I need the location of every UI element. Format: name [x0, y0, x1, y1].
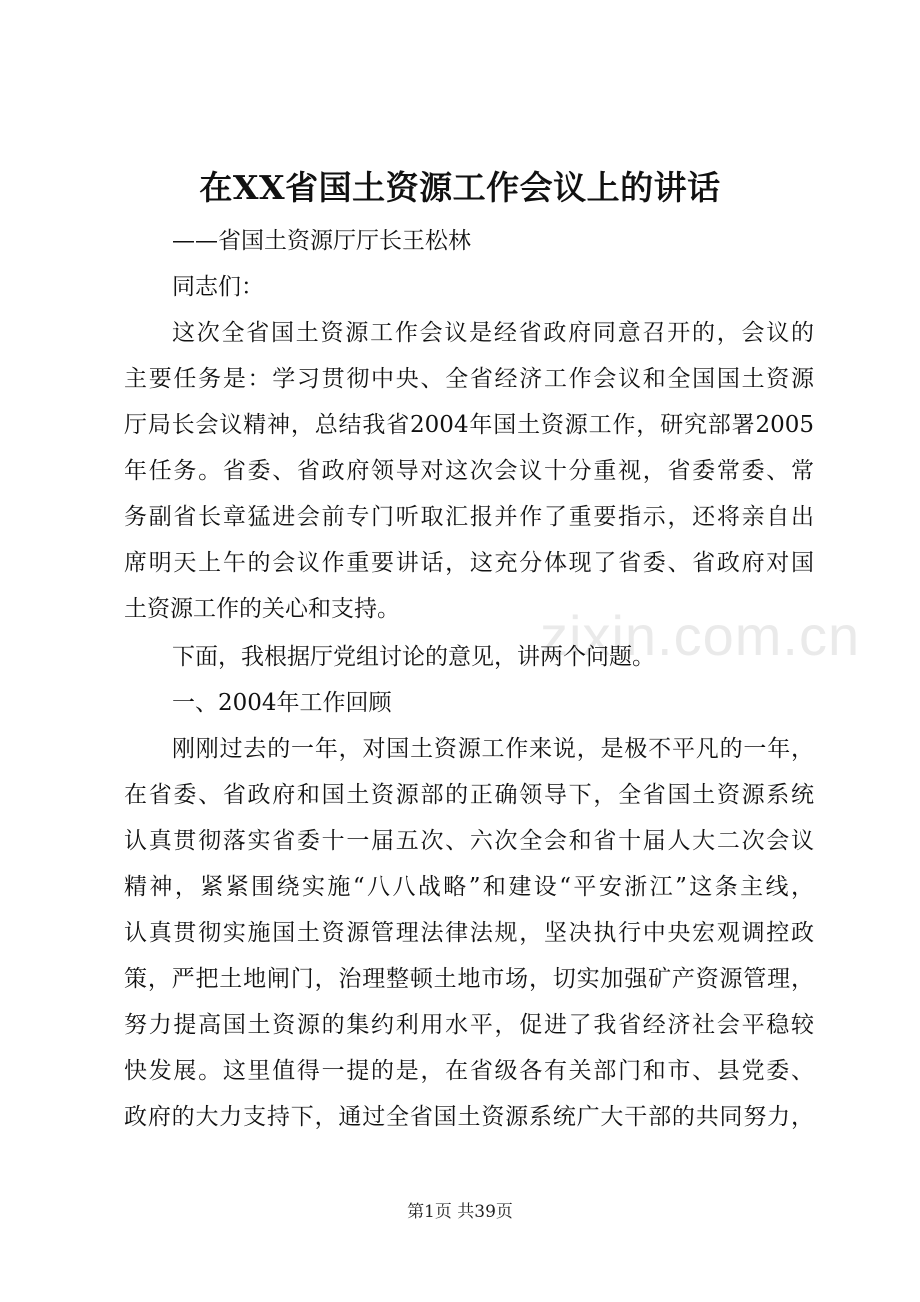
body-line: 认真贯彻落实省委十一届五次、六次全会和省十届人大二次会议	[124, 828, 814, 854]
body-line: 土资源工作的关心和支持。	[124, 596, 400, 622]
salutation: 同志们：	[172, 274, 264, 300]
body-line: 刚刚过去的一年，对国土资源工作来说，是极不平凡的一年，	[172, 736, 814, 762]
body-line: 厅局长会议精神，总结我省2004年国土资源工作，研究部署2005	[124, 412, 814, 438]
body-line: 这次全省国土资源工作会议是经省政府同意召开的，会议的	[172, 320, 814, 346]
section-heading: 一、2004年工作回顾	[172, 690, 392, 716]
document-title: 在XX省国土资源工作会议上的讲话	[199, 168, 721, 207]
body-line: 政府的大力支持下，通过全省国土资源系统广大干部的共同努力，	[124, 1104, 814, 1130]
body-line: 努力提高国土资源的集约利用水平，促进了我省经济社会平稳较	[124, 1012, 814, 1038]
body-line: 席明天上午的会议作重要讲话，这充分体现了省委、省政府对国	[124, 550, 814, 576]
body-line: 在省委、省政府和国土资源部的正确领导下，全省国土资源系统	[124, 782, 814, 808]
body-line: 策，严把土地闸门，治理整顿土地市场，切实加强矿产资源管理，	[124, 966, 814, 992]
body-line: 认真贯彻实施国土资源管理法律法规，坚决执行中央宏观调控政	[124, 920, 814, 946]
watermark: zixin.com.cn	[540, 604, 861, 667]
page-footer: 第1页 共39页	[407, 1202, 513, 1222]
body-line: 快发展。这里值得一提的是，在省级各有关部门和市、县党委、	[124, 1058, 814, 1084]
document-subtitle: ——省国土资源厅厅长王松林	[172, 228, 471, 254]
body-line: 务副省长章猛进会前专门听取汇报并作了重要指示，还将亲自出	[124, 504, 814, 530]
body-line: 主要任务是：学习贯彻中央、全省经济工作会议和全国国土资源	[124, 366, 814, 392]
body-line: 年任务。省委、省政府领导对这次会议十分重视，省委常委、常	[124, 458, 814, 484]
body-line: 下面，我根据厅党组讨论的意见，讲两个问题。	[172, 644, 655, 670]
body-line: 精神，紧紧围绕实施“八八战略”和建设“平安浙江”这条主线，	[124, 874, 814, 900]
